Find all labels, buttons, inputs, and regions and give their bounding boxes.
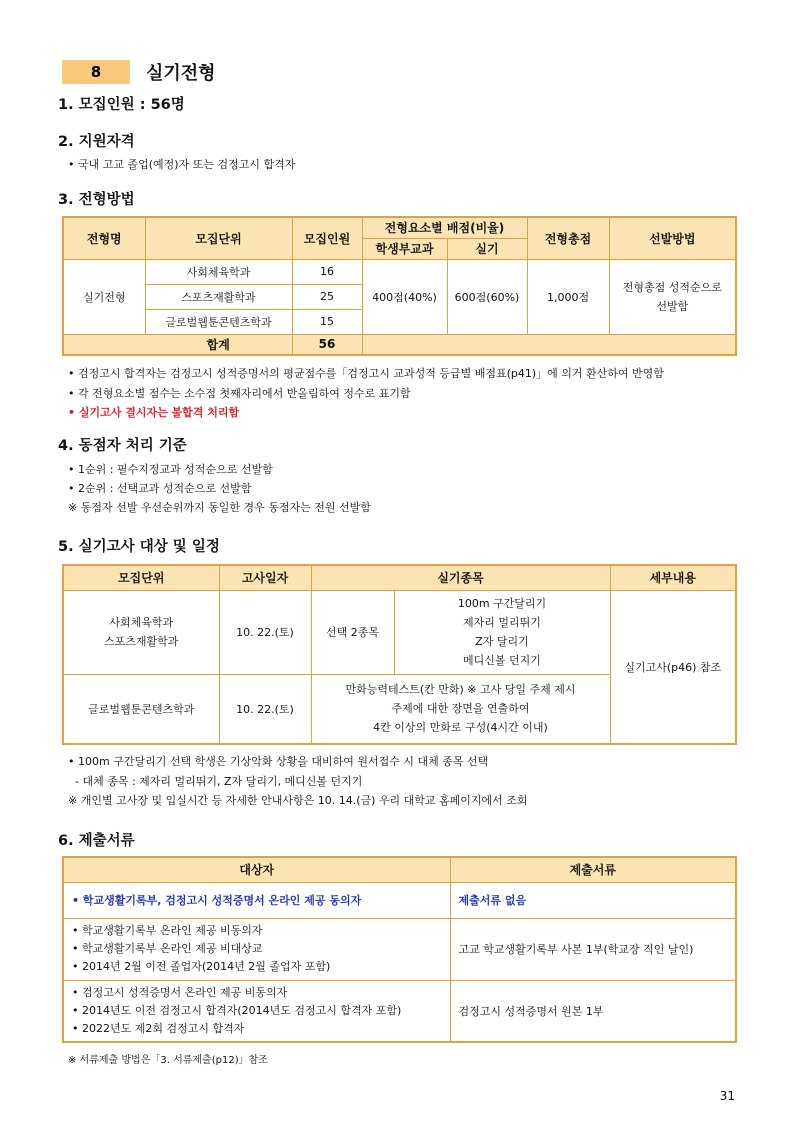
header-total: 전형총점: [527, 217, 609, 259]
target-line: • 2022년도 제2회 검정고시 합격자: [72, 1021, 245, 1035]
section-1-title: 1. 모집인원 : 56명: [58, 97, 185, 113]
documents-note: ※ 서류제출 방법은「3. 서류제출(p12)」참조: [68, 1055, 268, 1066]
target-cell: [63, 980, 450, 1042]
page-number: 31: [719, 1089, 735, 1103]
count-cell: 16: [292, 259, 362, 284]
sum-value: 56: [292, 334, 362, 355]
sum-empty: [362, 334, 736, 355]
schedule-note: • 100m 구간달리기 선택 학생은 기상악화 상황을 대비하여 원서접수 시 대체 종목 선택: [68, 755, 489, 768]
tie-rule-item: • 1순위 : 필수지정교과 성적순으로 선발함: [68, 463, 273, 476]
target-line: • 학교생활기록부 온라인 제공 비동의자: [72, 924, 263, 937]
unit-cell: 스포츠재활학과: [145, 284, 292, 309]
section-6-title: 6. 제출서류: [58, 833, 135, 849]
header-method: 선발방법: [609, 217, 736, 259]
events-cell: [311, 674, 610, 744]
event-line: 제자리 멀리뛰기: [463, 616, 541, 629]
target-line: • 2014년 2월 이전 졸업자(2014년 2월 졸업자 포함): [72, 960, 331, 973]
selection-name-cell: 실기전형: [63, 259, 145, 334]
absence-warning: • 실기고사 결시자는 불합격 처리함: [68, 406, 240, 419]
method-line: 전형총점 성적순으로: [622, 280, 722, 294]
detail-cell: 실기고사(p46) 참조: [610, 590, 736, 744]
header-unit: 모집단위: [145, 217, 292, 259]
header-unit: 모집단위: [63, 565, 219, 590]
target-line: • 학교생활기록부 온라인 제공 비대상교: [72, 942, 263, 955]
unit-line: 스포츠재활학과: [104, 635, 179, 648]
count-cell: 15: [292, 309, 362, 334]
schedule-note: ※ 개인별 고사장 및 입실시간 등 자세한 안내사항은 10. 14.(금) 우리 대학교 홈페이지에서 조회: [68, 794, 528, 807]
unit-cell: [63, 590, 219, 674]
docs-cell: 고교 학교생활기록부 사본 1부(학교장 직인 날인): [450, 918, 736, 980]
header-event: 실기종목: [311, 565, 610, 590]
target-cell: • 학교생활기록부, 검정고시 성적증명서 온라인 제공 동의자: [63, 882, 450, 918]
section-5-title: 5. 실기고사 대상 및 일정: [58, 539, 220, 555]
sum-label: 합계: [145, 334, 292, 355]
header-selection-name: 전형명: [63, 217, 145, 259]
count-cell: 25: [292, 284, 362, 309]
header-date: 고사일자: [219, 565, 311, 590]
chapter-header: [62, 59, 216, 85]
unit-cell: 사회체육학과: [145, 259, 292, 284]
docs-cell: 검정고시 성적증명서 원본 1부: [450, 980, 736, 1042]
method-line: 선발함: [656, 299, 689, 313]
header-detail: 세부내용: [610, 565, 736, 590]
sum-spacer: [63, 334, 145, 355]
choice-cell: 선택 2종목: [311, 590, 394, 674]
header-docs: 제출서류: [450, 857, 736, 882]
tie-rule-item: • 2순위 : 선택교과 성적순으로 선발함: [68, 482, 252, 495]
documents-table: [62, 856, 737, 1043]
section-2-title: 2. 지원자격: [58, 134, 135, 150]
target-line: • 2014년도 이전 검정고시 합격자(2014년도 검정고시 합격자 포함): [72, 1003, 402, 1017]
schedule-note: - 대체 종목 : 제자리 멀리뛰기, Z자 달리기, 메디신볼 던지기: [68, 775, 363, 788]
event-line: 주제에 대한 장면을 연출하여: [391, 702, 530, 716]
section-4-title: 4. 동점자 처리 기준: [58, 438, 187, 454]
tie-rule-note: ※ 동점자 선발 우선순위까지 동일한 경우 동점자는 전원 선발함: [68, 501, 371, 514]
total-score-cell: 1,000점: [527, 259, 609, 334]
event-line: 메디신볼 던지기: [463, 654, 541, 667]
chapter-title: 실기전형: [146, 63, 216, 84]
selection-method-table: [62, 216, 737, 356]
method-cell: [609, 259, 736, 334]
exam-schedule-table: [62, 564, 737, 745]
method-note: • 검정고시 합격자는 검정고시 성적증명서의 평균점수를「검정고시 교과성적 등급별 배점표(p41)」에 의거 환산하여 반영함: [68, 367, 664, 380]
date-cell: 10. 22.(토): [219, 674, 311, 744]
practical-score-cell: 600점(60%): [447, 259, 527, 334]
section-3-title: 3. 전형방법: [58, 192, 135, 208]
event-line: 4칸 이상의 만화로 구성(4시간 이내): [373, 721, 548, 735]
eligibility-item: • 국내 고교 졸업(예정)자 또는 검정고시 합격자: [68, 158, 296, 171]
event-line: Z자 달리기: [475, 635, 529, 648]
header-practical: 실기: [447, 238, 527, 259]
event-line: 100m 구간달리기: [457, 597, 547, 610]
header-target: 대상자: [63, 857, 450, 882]
docs-cell: 제출서류 없음: [450, 882, 736, 918]
header-record: 학생부교과: [362, 238, 447, 259]
header-score-group: 전형요소별 배점(비율): [362, 217, 527, 238]
unit-cell: 글로벌웹툰콘텐츠학과: [145, 309, 292, 334]
target-cell: [63, 918, 450, 980]
event-line: 만화능력테스트(칸 만화) ※ 고사 당일 주제 제시: [345, 683, 576, 697]
target-line: • 검정고시 성적증명서 온라인 제공 비동의자: [72, 985, 288, 999]
date-cell: 10. 22.(토): [219, 590, 311, 674]
method-note: • 각 전형요소별 점수는 소수점 첫째자리에서 반올림하여 정수로 표기함: [68, 387, 411, 400]
events-cell: [394, 590, 610, 674]
chapter-number: 8: [62, 60, 130, 84]
header-count: 모집인원: [292, 217, 362, 259]
unit-line: 사회체육학과: [109, 616, 174, 629]
unit-cell: 글로벌웹툰콘텐츠학과: [63, 674, 219, 744]
record-score-cell: 400점(40%): [362, 259, 447, 334]
